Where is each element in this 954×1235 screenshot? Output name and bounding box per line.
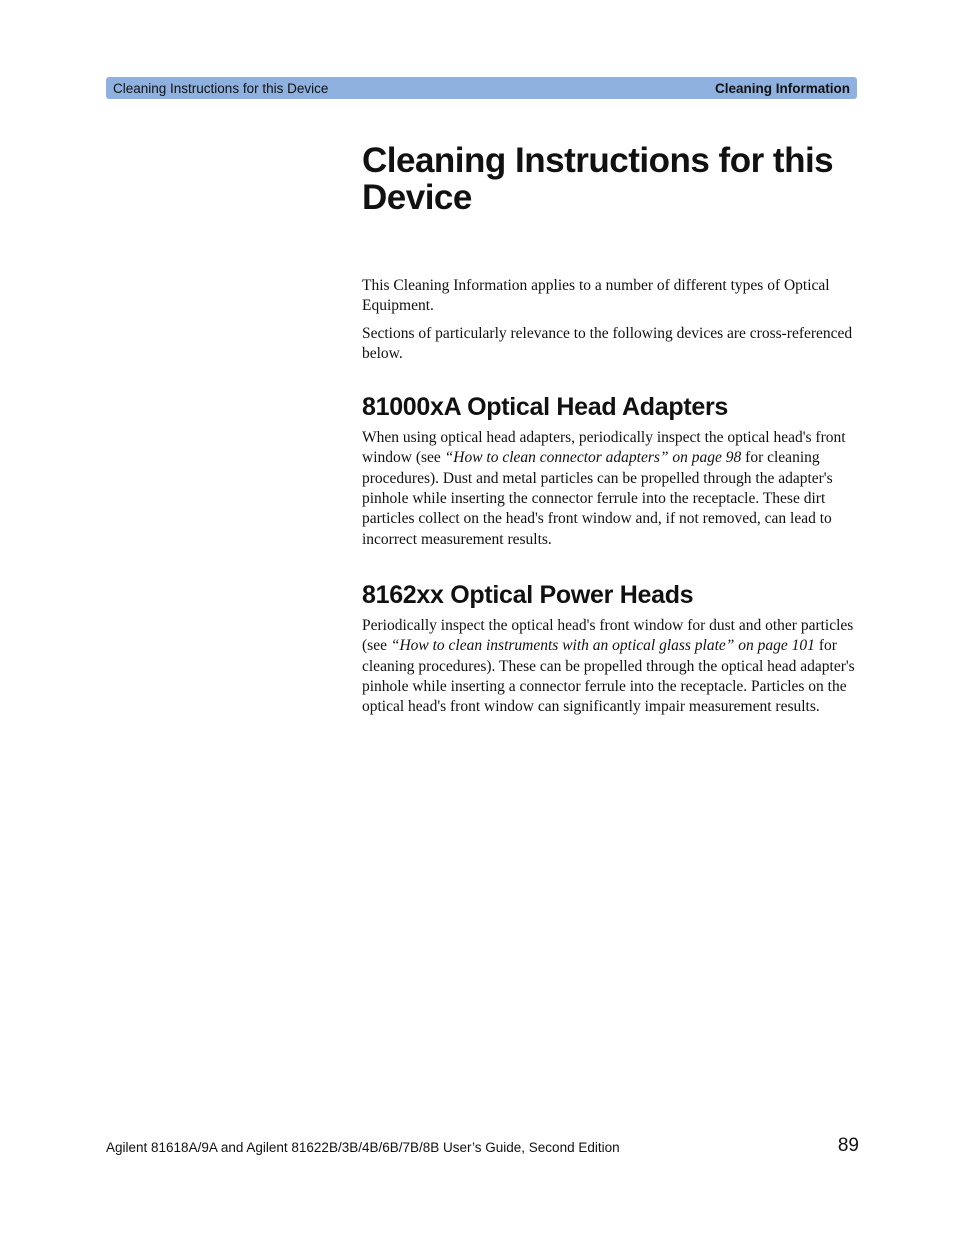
intro-paragraph-2: Sections of particularly relevance to the following devices are cross-referenced below. bbox=[362, 324, 853, 362]
page-title-line-2: Device bbox=[362, 178, 472, 217]
header-chapter-title: Cleaning Information bbox=[715, 80, 850, 96]
header-section-title: Cleaning Instructions for this Device bbox=[113, 80, 329, 96]
paragraph-text: When using optical head adapters, periodically inspect the optical head's front window (see bbox=[362, 429, 846, 467]
section-paragraph-power-heads bbox=[362, 616, 858, 717]
paragraph-text: for cleaning procedures). Dust and metal particles can be propelled through the adapter's pinhole while inserting the connector ferrule into the receptacle. These dirt particles collect on the head's front window and, if not removed, can lead to incorrect measurement results. bbox=[362, 449, 833, 548]
intro-section bbox=[362, 276, 858, 364]
paragraph-text: for cleaning procedures). These can be propelled through the optical head adapter's pinhole while inserting a connector ferrule into the receptacle. Particles on the optical head's front window can significantly impair measurement results. bbox=[362, 637, 855, 716]
running-header bbox=[106, 77, 857, 99]
page-title-line-1: Cleaning Instructions for this bbox=[362, 141, 834, 180]
footer-page-number: 89 bbox=[837, 1135, 859, 1156]
section-heading-head-adapters: 81000xA Optical Head Adapters bbox=[362, 393, 728, 422]
paragraph-text: Periodically inspect the optical head's front window for dust and other particles (see bbox=[362, 616, 854, 655]
page-title bbox=[362, 142, 858, 216]
footer-document-title: Agilent 81618A/9A and Agilent 81622B/3B/4B/6B/7B/8B User’s Guide, Second Edition bbox=[106, 1140, 620, 1155]
main-content bbox=[362, 142, 858, 724]
section-paragraph-head-adapters bbox=[362, 428, 858, 550]
cross-reference-link[interactable]: “How to clean connector adapters” on page 98 bbox=[444, 449, 742, 467]
cross-reference-link[interactable]: “How to clean instruments with an optical glass plate” on page 101 bbox=[390, 637, 815, 655]
intro-paragraph-1: This Cleaning Information applies to a number of different types of Optical Equipment. bbox=[362, 277, 830, 315]
section-heading-power-heads: 8162xx Optical Power Heads bbox=[362, 580, 694, 609]
